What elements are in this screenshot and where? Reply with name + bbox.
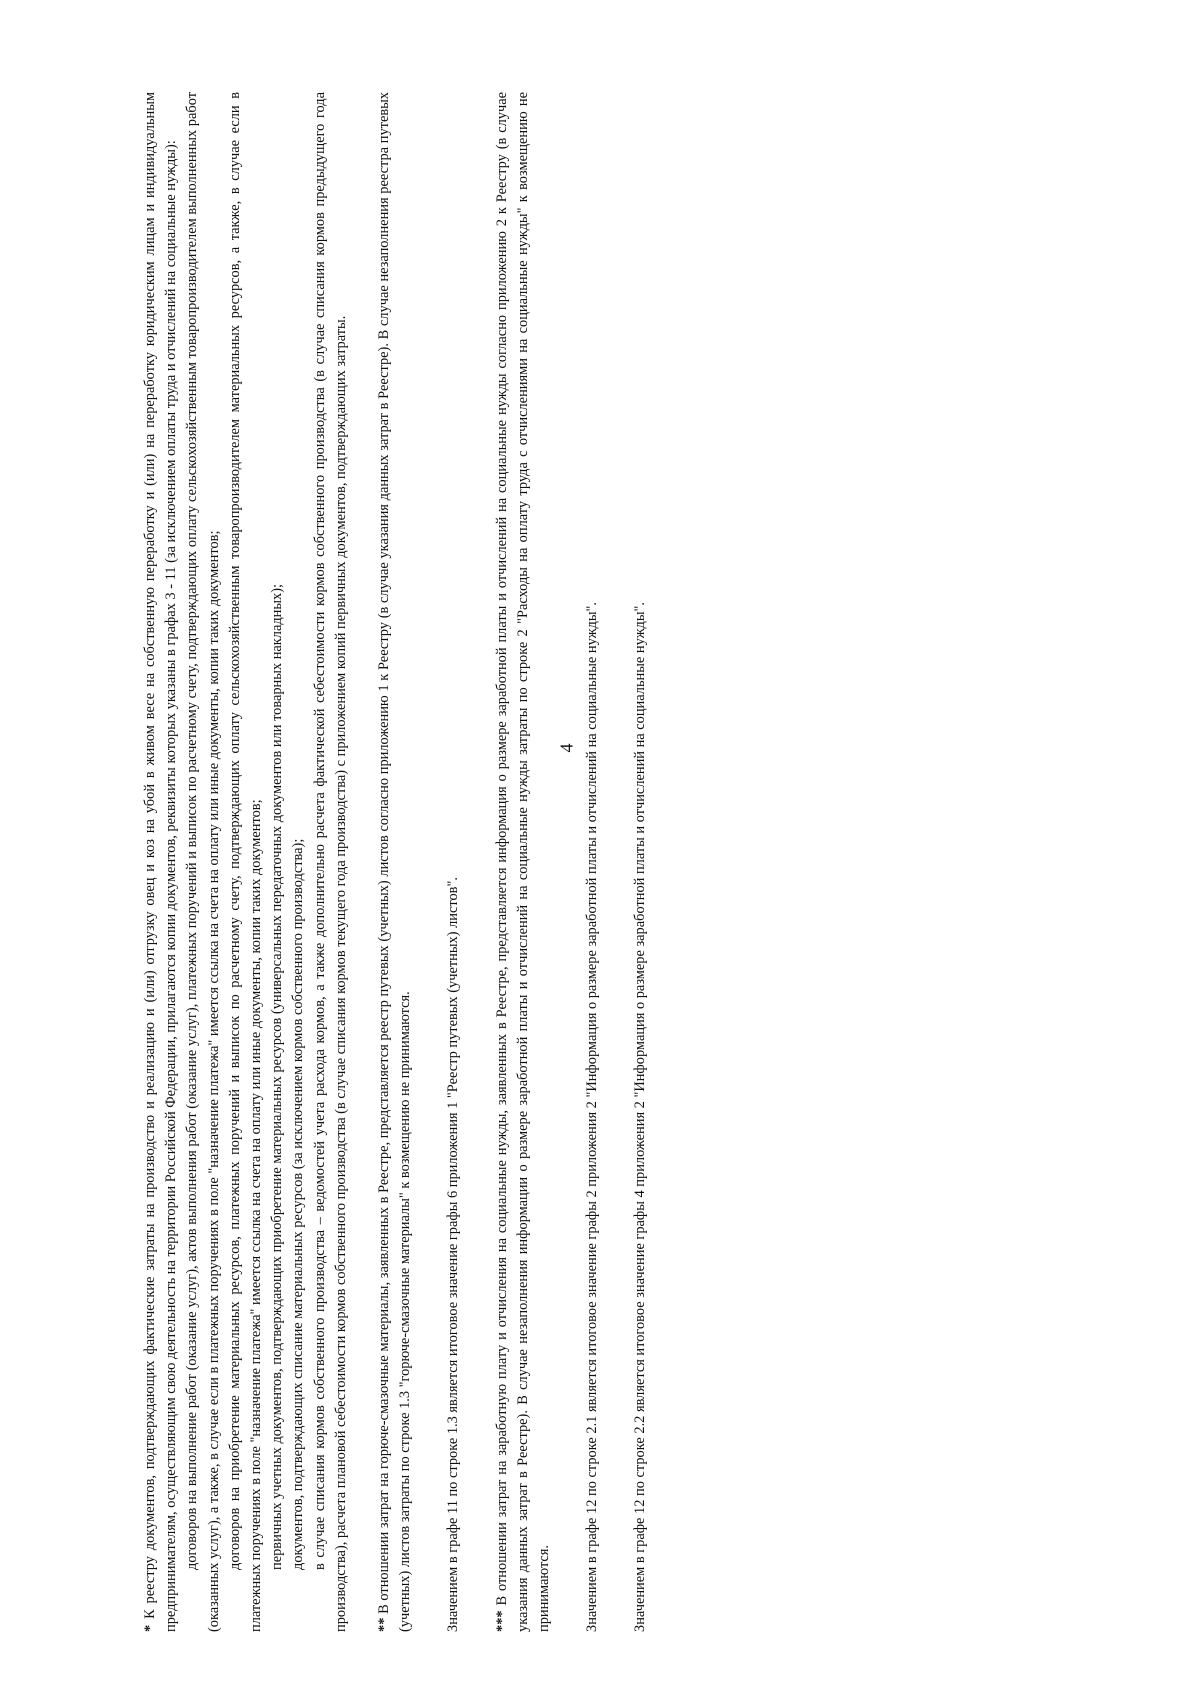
- note-1-item-contracts-works: договоров на выполнение работ (оказание услуг), актов выполнения работ (оказание услуг), платежных поручений и выписок по расчетному счету, подтверждающих оплату сельскохозяйственным товаропроизводителем выполненных работ (оказанных услуг), а также, в случае если в платежных поручениях в поле "назначение платежа" имеется ссылка на счета на оплату или иные документы, копии таких документов;: [184, 92, 222, 1632]
- note-2: [374, 92, 416, 1632]
- note-1-item-writeoff-docs: документов, подтверждающих списание материальных ресурсов (за исключением кормов собственного производства);: [290, 838, 307, 1570]
- document-body: [140, 92, 810, 1632]
- graph-12-line-2-2-note: Значением в графе 12 по строке 2.2 является итоговое значение графы 4 приложения 2 "Информация о размере заработной платы и отчислений на социальные нужды".: [632, 602, 649, 1632]
- note-3-text: В отношении затрат на заработную плату и отчисления на социальные нужды, заявленных в Реестре, представляется информация о размере заработной платы и отчислений на социальные нужды согласно приложению 2 к Реестру (в случае указания данных затрат в Реестре). В случае незаполнения информации о размере заработной платы и отчислений на социальные нужды затраты по строке 2 "Расходы на оплату труда с отчислениями на социальные нужды" к возмещению не принимаются.: [493, 92, 553, 1632]
- note-2-text: В отношении затрат на горюче-смазочные материалы, заявленных в Реестре, представляется реестр путевых (учетных) листов согласно приложению 1 к Реестру (в случае указания данных затрат в Реестре). В случае незаполнения реестра путевых (учетных) листов затраты по строке 1.3 "горюче-смазочные материалы" к возмещению не принимаются.: [376, 92, 414, 1632]
- page-number: 4: [556, 743, 577, 753]
- note-1-item-primary-docs: первичных учетных документов, подтверждающих приобретение материальных ресурсов (универсальных передаточных документов или товарных накладных);: [269, 583, 286, 1570]
- note-1-marker: *: [142, 1624, 158, 1632]
- graph-11-note: Значением в графе 11 по строке 1.3 является итоговое значение графы 6 приложения 1 "Реестр путевых (учетных) листов".: [445, 877, 462, 1632]
- note-2-marker: **: [376, 1617, 393, 1632]
- note-3-marker: ***: [493, 1610, 510, 1632]
- note-1-intro-text: К реестру документов, подтверждающих фактические затраты на производство и реализацию и (или) отгрузку овец и коз на убой в живом весе на собственную переработку и (или) на переработку юридическим лицам и индивидуальным предпринимателям, осуществляющим свою деятельность на территории Российской Федерации, прилагаются копии документов, реквизиты которых указаны в графах 3 - 11 (за исключением оплаты труда и отчислений на социальные нужды):: [142, 91, 180, 1632]
- graph-12-line-2-1-note: Значением в графе 12 по строке 2.1 является итоговое значение графы 2 приложения 2 "Информация о размере заработной платы и отчислений на социальные нужды".: [584, 602, 601, 1632]
- note-1-item-contracts-resources: договоров на приобретение материальных ресурсов, платежных поручений и выписок по расчетному счету, подтверждающих оплату сельскохозяйственным товаропроизводителем материальных ресурсов, а также, в случае если в платежных поручениях в поле "назначение платежа" имеется ссылка на счета на оплату или иные документы, копии таких документов;: [226, 92, 265, 1632]
- note-1-item-feed-writeoff: в случае списания кормов собственного производства – ведомостей учета расхода кормов, а также дополнительно расчета фактической себестоимости кормов собственного производства (в случае списания кормов предыдущего года производства), расчета плановой себестоимости кормов собственного производства (в случае списания кормов текущего года производства) с приложением копий первичных документов, подтверждающих затраты.: [311, 92, 349, 1632]
- note-1-intro: [140, 92, 182, 1632]
- note-3: [492, 92, 556, 1632]
